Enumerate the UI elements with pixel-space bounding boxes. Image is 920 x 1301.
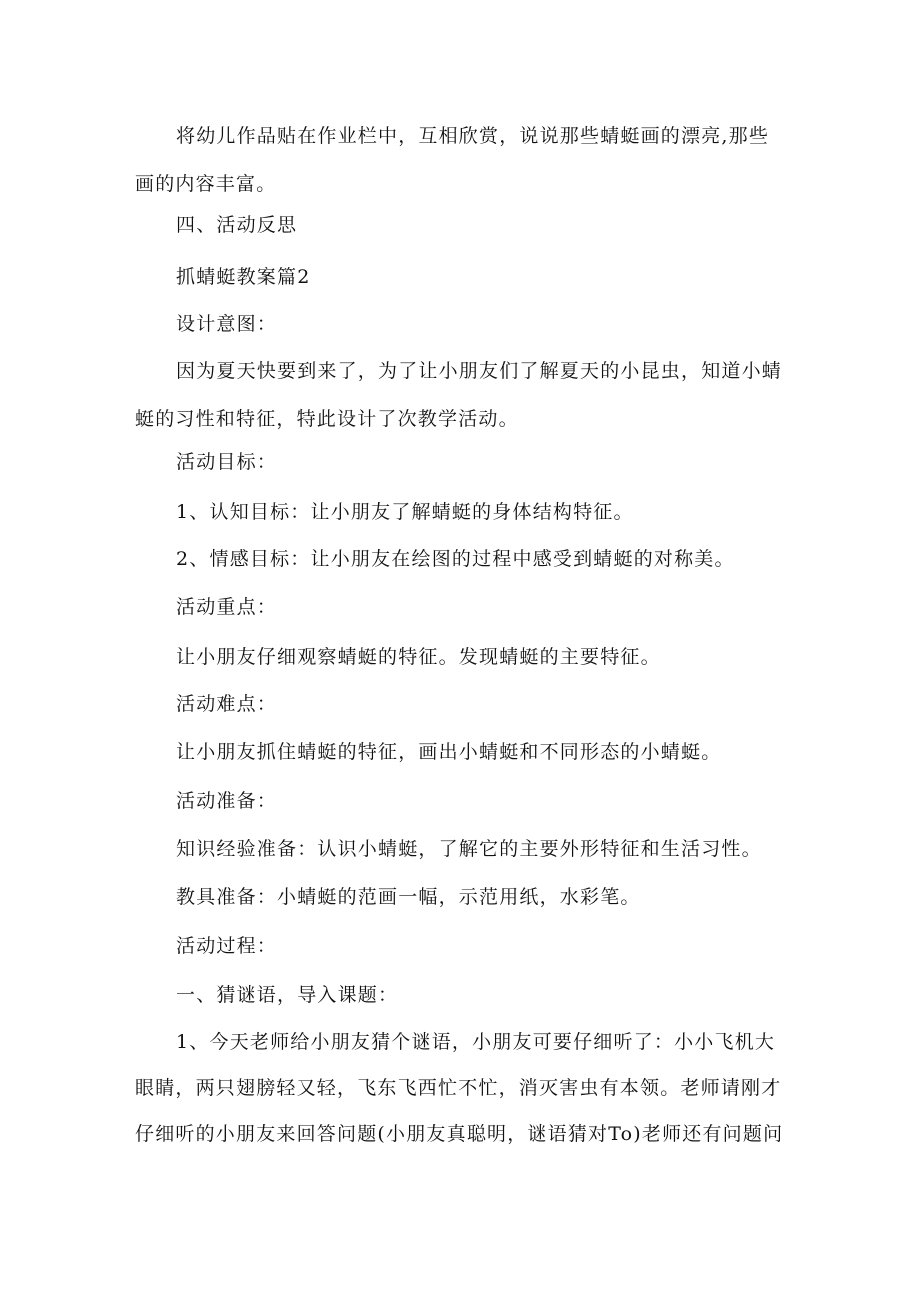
text-line: 1、今天老师给小朋友猜个谜语，小朋友可要仔细听了：小小飞机大 — [176, 1031, 776, 1053]
lesson-plan-title: 抓蜻蜓教案篇2 — [176, 266, 311, 288]
heading-key-points: 活动重点： — [176, 596, 278, 618]
text-line: 仔细听的小朋友来回答问题(小朋友真聪明，谜语猜对To)老师还有问题问 — [135, 1123, 784, 1145]
paragraph-key-points: 让小朋友仔细观察蜻蜓的特征。发现蜻蜓的主要特征。 — [176, 646, 661, 668]
section-heading-reflection: 四、活动反思 — [176, 214, 298, 236]
heading-activity-goals: 活动目标： — [176, 451, 278, 473]
paragraph-difficulties: 让小朋友抓住蜻蜓的特征，画出小蜻蜓和不同形态的小蜻蜓。 — [176, 741, 722, 763]
goal-cognitive: 1、认知目标：让小朋友了解蜻蜓的身体结构特征。 — [176, 501, 634, 523]
paragraph-teaching-aids: 教具准备：小蜻蜓的范画一幅，示范用纸，水彩笔。 — [176, 886, 641, 908]
paragraph-knowledge-prep: 知识经验准备：认识小蜻蜓，了解它的主要外形特征和生活习性。 — [176, 838, 762, 860]
heading-activity-process: 活动过程： — [176, 935, 278, 957]
text-line: 画的内容丰富。 — [135, 173, 277, 195]
heading-difficulties: 活动难点： — [176, 693, 278, 715]
heading-design-intent: 设计意图： — [176, 313, 278, 335]
heading-preparation: 活动准备： — [176, 790, 278, 812]
goal-emotional: 2、情感目标：让小朋友在绘图的过程中感受到蜻蜓的对称美。 — [176, 548, 735, 570]
paragraph-design-intent — [135, 347, 785, 443]
text-line: 将幼儿作品贴在作业栏中，互相欣赏，说说那些蜻蜓画的漂亮,那些 — [176, 125, 770, 147]
heading-riddle-intro: 一、猜谜语，导入课题： — [176, 984, 399, 1006]
text-line: 因为夏天快要到来了，为了让小朋友们了解夏天的小昆虫，知道小蜻 — [176, 360, 783, 382]
paragraph-display-works — [135, 112, 785, 208]
text-line: 眼睛，两只翅膀轻又轻，飞东飞西忙不忙，消灭害虫有本领。老师请刚才 — [135, 1077, 782, 1099]
text-line: 蜓的习性和特征，特此设计了次教学活动。 — [135, 408, 519, 430]
paragraph-riddle — [135, 1019, 785, 1157]
